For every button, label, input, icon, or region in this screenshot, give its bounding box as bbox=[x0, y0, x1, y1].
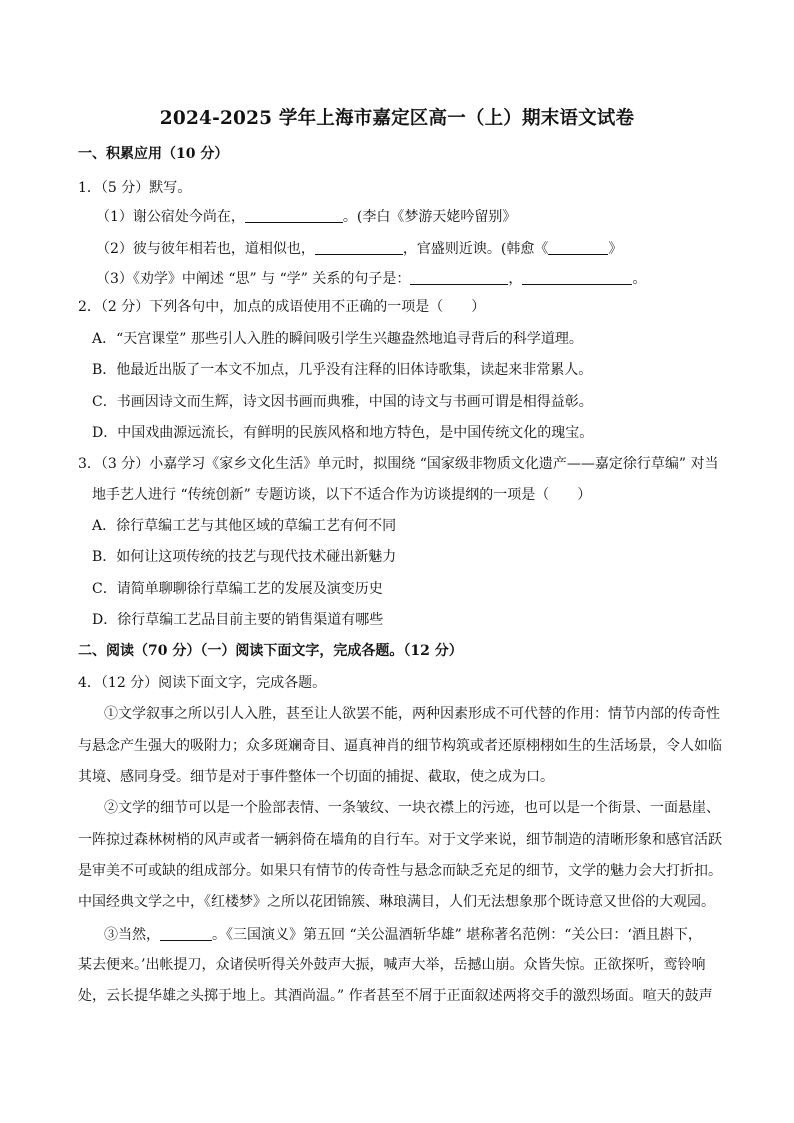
paragraph-3-line-2: 某去便来。’出帐提刀，众诸侯听得关外鼓声大振，喊声大举，岳撼山崩。众皆失惊。正欲探听，鸾铃响 bbox=[78, 957, 706, 973]
paragraph-1-line-1: ①文学叙事之所以引人入胜，甚至让人欲罢不能，两种因素形成不可代替的作用：情节内部的传奇性 bbox=[104, 706, 720, 722]
paragraph-3-line-1: ③当然， 。《三国演义》第五回 “关公温酒斩华雄” 堪称著名范例：“关公曰：‘酒且斟下， bbox=[104, 924, 702, 945]
answer-blank[interactable] bbox=[410, 268, 508, 285]
paragraph-3-line-3: 处，云长提华雄之头掷于地上。其酒尚温。” 作者甚至不屑于正面叙述两将交手的激烈场面。喧天的鼓声 bbox=[78, 988, 713, 1004]
paragraph-2-line-4: 中国经典文学之中，《红楼梦》之所以花团锦簇、琳琅满目，人们无法想象那个既诗意又世俗的大观园。 bbox=[78, 894, 715, 910]
q1-item-2: （2）彼与彼年相若也，道相似也， ，官盛则近谀。(韩愈《 》 bbox=[96, 238, 622, 259]
paragraph-2-line-3: 是审美不可或缺的组成部分。如果只有情节的传奇性与悬念而缺乏充足的细节，文学的魅力会大打折扣。 bbox=[78, 863, 722, 879]
answer-blank[interactable] bbox=[548, 238, 608, 255]
section-2-heading: 二、阅读（70 分）（一）阅读下面文字，完成各题。（12 分） bbox=[78, 643, 463, 659]
q1-item-1: （1）谢公宿处今尚在， 。(李白《梦游天姥吟留别》 bbox=[96, 206, 516, 227]
q1-stem: 1．（5 分）默写。 bbox=[78, 180, 192, 196]
paragraph-2-line-1: ②文学的细节可以是一个脸部表情、一条皱纹、一块衣襟上的污迹，也可以是一个街景、一面悬崖、 bbox=[104, 800, 720, 816]
answer-blank[interactable] bbox=[160, 924, 212, 941]
q2-option-c: C．书画因诗文而生辉，诗文因书画而典雅，中国的诗文与书画可谓是相得益彰。 bbox=[92, 394, 593, 410]
q3-option-d: D．徐行草编工艺品目前主要的销售渠道有哪些 bbox=[92, 612, 384, 628]
paragraph-2-line-2: 一阵掠过森林树梢的风声或者一辆斜倚在墙角的自行车。对于文学来说，细节制造的清晰形象和感官活跃 bbox=[78, 832, 722, 848]
q4-stem: 4．（12 分）阅读下面文字，完成各题。 bbox=[78, 675, 327, 691]
q3-option-a: A．徐行草编工艺与其他区域的草编工艺有何不同 bbox=[92, 518, 397, 534]
paragraph-1-line-2: 与悬念产生强大的吸附力；众多斑斓奇目、逼真神肖的细节构筑或者还原栩栩如生的生活场景，令人如临 bbox=[78, 738, 722, 754]
q1-item-3: （3）《劝学》中阐述 “思” 与 “学” 关系的句子是： ， 。 bbox=[96, 268, 646, 289]
q3-stem-line-2: 地手艺人进行 “传统创新” 专题访谈，以下不适合作为访谈提纲的一项是（ ） bbox=[92, 487, 592, 503]
section-1-heading: 一、积累应用（10 分） bbox=[78, 146, 229, 162]
answer-blank[interactable] bbox=[522, 268, 632, 285]
q2-option-d: D．中国戏曲源远流长，有鲜明的民族风格和地方特色，是中国传统文化的瑰宝。 bbox=[92, 425, 594, 441]
q2-option-b: B．他最近出版了一本文不加点，几乎没有注释的旧体诗歌集，读起来非常累人。 bbox=[92, 362, 593, 378]
paragraph-1-line-3: 其境、感同身受。细节是对于事件整体一个切面的捕捉、截取，使之成为口。 bbox=[78, 769, 554, 785]
q3-option-c: C．请简单聊聊徐行草编工艺的发展及演变历史 bbox=[92, 581, 383, 597]
q2-option-a: A．“天宫课堂” 那些引人入胜的瞬间吸引学生兴趣盎然地追寻背后的科学道理。 bbox=[92, 331, 583, 347]
answer-blank[interactable] bbox=[315, 238, 403, 255]
answer-blank[interactable] bbox=[245, 206, 343, 223]
page-title: 2024-2025 学年上海市嘉定区高一（上）期末语文试卷 bbox=[159, 108, 635, 129]
q3-option-b: B．如何让这项传统的技艺与现代技术碰出新魅力 bbox=[92, 549, 397, 565]
q2-stem: 2．（2 分）下列各句中，加点的成语使用不正确的一项是（ ） bbox=[78, 299, 486, 315]
q3-stem-line-1: 3．（3 分）小嘉学习《家乡文化生活》单元时，拟围绕 “国家级非物质文化遗产——嘉定徐行草编” 对当 bbox=[78, 456, 719, 472]
